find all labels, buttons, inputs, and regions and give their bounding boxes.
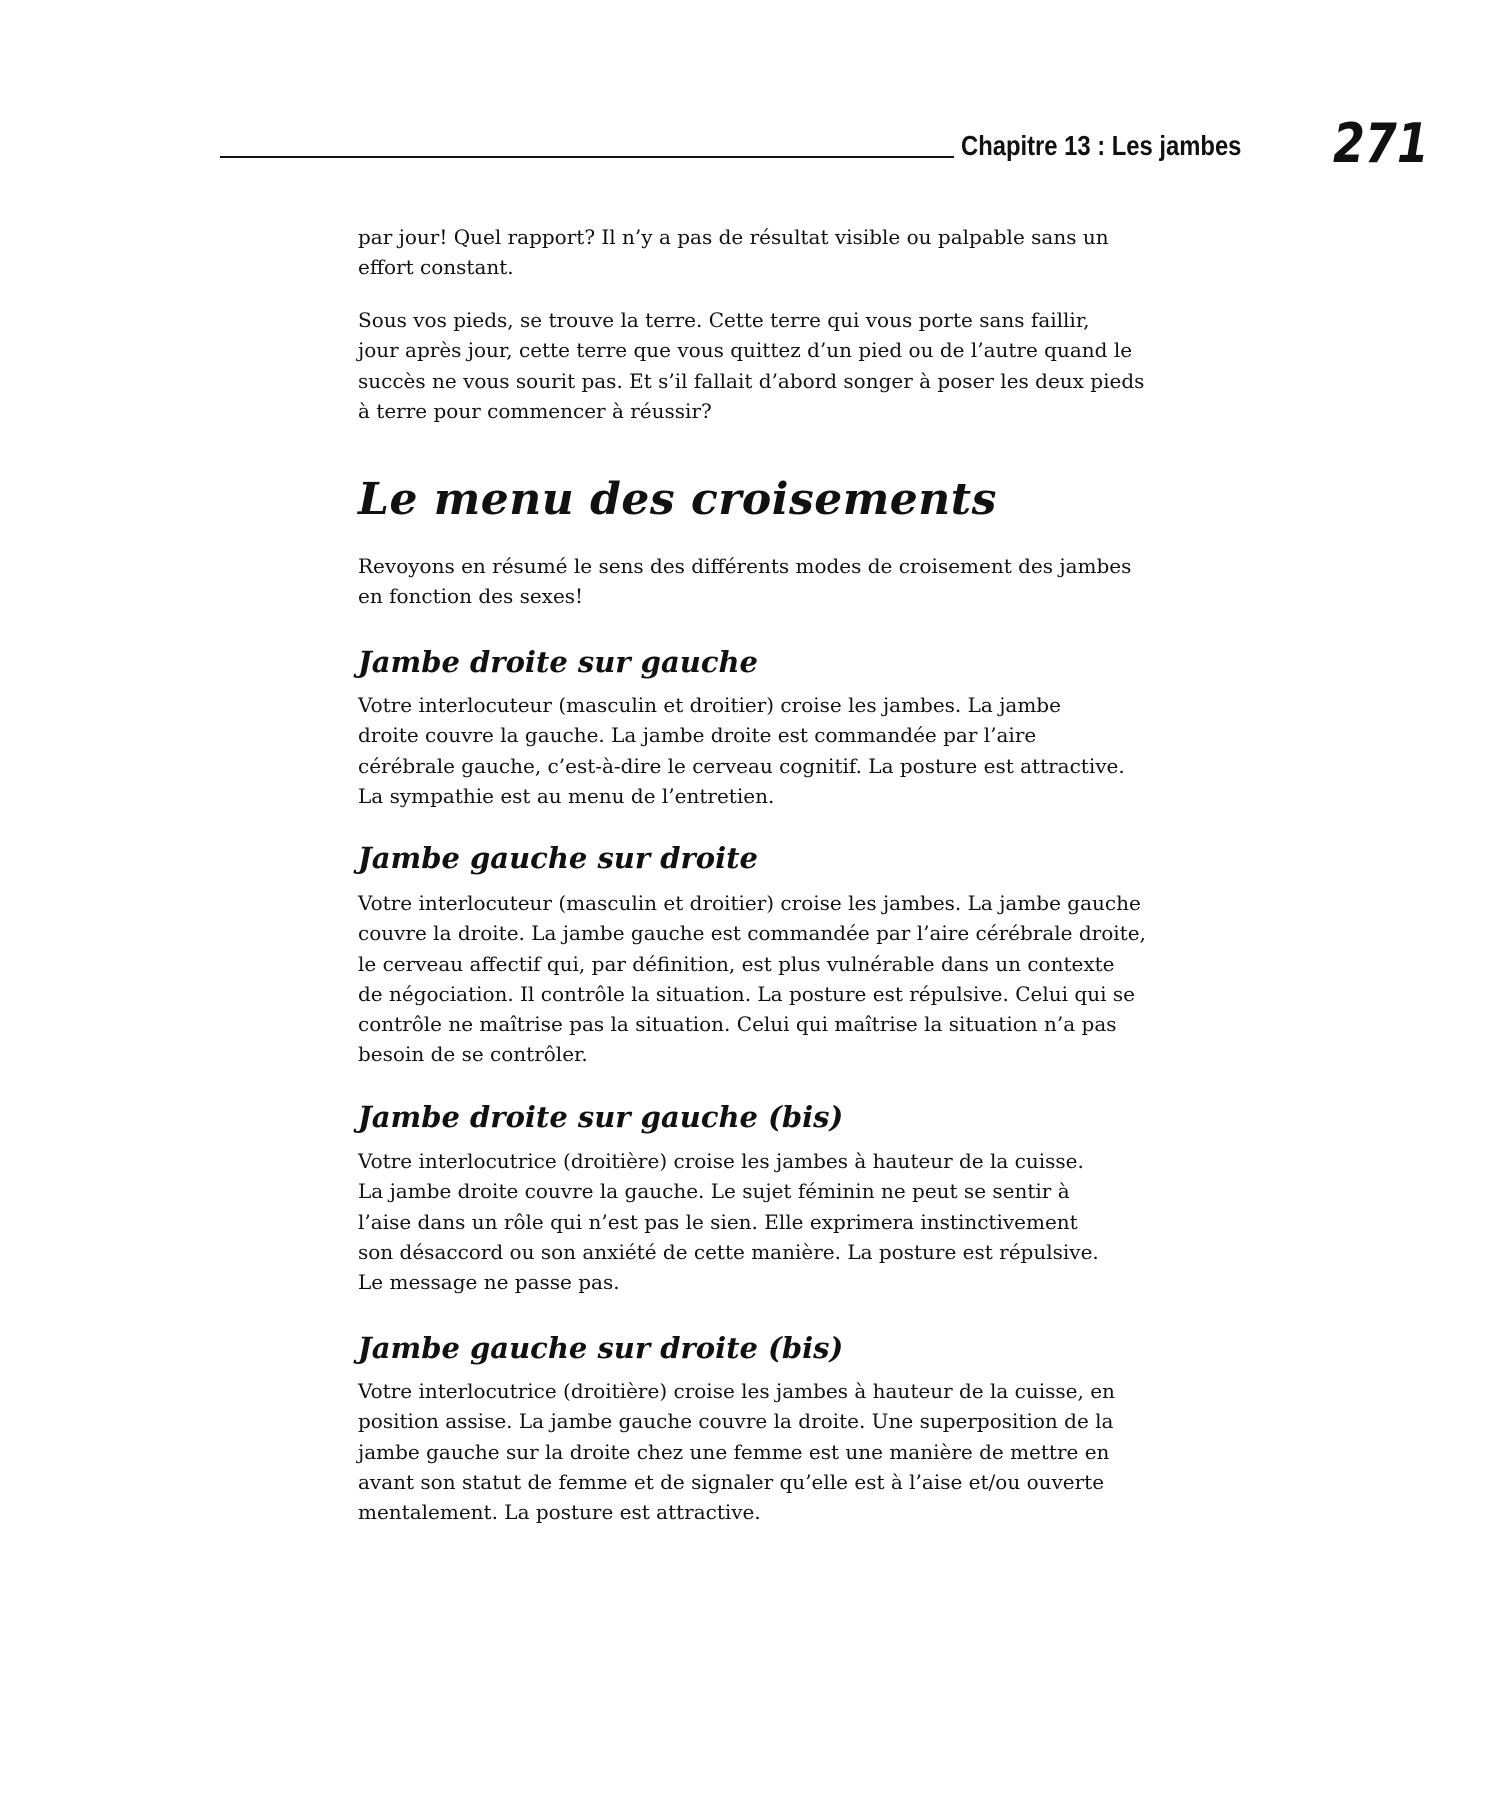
page-number: 271 [1333,112,1429,175]
text-line: Votre interlocuteur (masculin et droitier) croise les jambes. La jambe [358,693,1061,717]
running-header-chapter: Chapitre 13 : Les jambes [961,130,1242,161]
paragraph-intro-2 [358,305,1144,426]
text-line: effort constant. [358,255,514,280]
text-line: contrôle ne maîtrise pas la situation. Celui qui maîtrise la situation n’a pas [358,1012,1117,1037]
text-line: mentalement. La posture est attractive. [358,1500,761,1525]
text-line: Sous vos pieds, se trouve la terre. Cette terre qui vous porte sans faillir, [358,308,1090,332]
subsection-text [358,888,1146,1070]
text-line: Votre interlocuteur (masculin et droitier) croise les jambes. La jambe gauche [358,891,1141,915]
text-line: succès ne vous sourit pas. Et s’il fallait d’abord songer à poser les deux pieds [358,368,1145,393]
paragraph-intro-1 [358,222,1109,283]
text-line: son désaccord ou son anxiété de cette manière. La posture est répulsive. [358,1239,1099,1264]
subsection-title: Jambe gauche sur droite (bis) [358,1331,844,1365]
text-line: jour après jour, cette terre que vous quittez d’un pied ou de l’autre quand le [358,338,1133,363]
text-line: Revoyons en résumé le sens des différents modes de croisement des jambes [358,554,1132,578]
text-line: position assise. La jambe gauche couvre la droite. Une superposition de la [358,1409,1114,1434]
text-line: jambe gauche sur la droite chez une femme est une manière de mettre en [358,1439,1110,1464]
subsection-title: Jambe gauche sur droite [358,841,759,875]
text-line: en fonction des sexes! [358,584,584,609]
text-line: Votre interlocutrice (droitière) croise les jambes à hauteur de la cuisse, en [358,1379,1115,1403]
text-line: Le message ne passe pas. [358,1270,620,1295]
text-line: couvre la droite. La jambe gauche est commandée par l’aire cérébrale droite, [358,921,1146,946]
subsection-title: Jambe droite sur gauche [358,645,759,679]
section-intro [358,551,1131,612]
subsection-text [358,1146,1099,1297]
text-line: avant son statut de femme et de signaler qu’elle est à l’aise et/ou ouverte [358,1469,1105,1494]
section-title: Le menu des croisements [358,474,997,525]
text-line: La sympathie est au menu de l’entretien. [358,783,775,808]
header-rule [220,156,954,158]
text-line: droite couvre la gauche. La jambe droite est commandée par l’aire [358,723,1037,748]
text-line: de négociation. Il contrôle la situation. La posture est répulsive. Celui qui se [358,981,1135,1006]
subsection-text [358,690,1125,811]
text-line: La jambe droite couvre la gauche. Le sujet féminin ne peut se sentir à [358,1179,1070,1204]
text-line: l’aise dans un rôle qui n’est pas le sien. Elle exprimera instinctivement [358,1209,1078,1234]
subsection-title: Jambe droite sur gauche (bis) [358,1100,844,1134]
text-line: Votre interlocutrice (droitière) croise les jambes à hauteur de la cuisse. [358,1149,1084,1173]
text-line: par jour! Quel rapport? Il n’y a pas de résultat visible ou palpable sans un [358,225,1109,249]
text-line: cérébrale gauche, c’est-à-dire le cerveau cognitif. La posture est attractive. [358,753,1125,778]
text-line: le cerveau affectif qui, par définition, est plus vulnérable dans un contexte [358,951,1115,976]
text-line: besoin de se contrôler. [358,1042,588,1067]
text-line: à terre pour commencer à réussir? [358,398,712,423]
subsection-text [358,1376,1115,1527]
